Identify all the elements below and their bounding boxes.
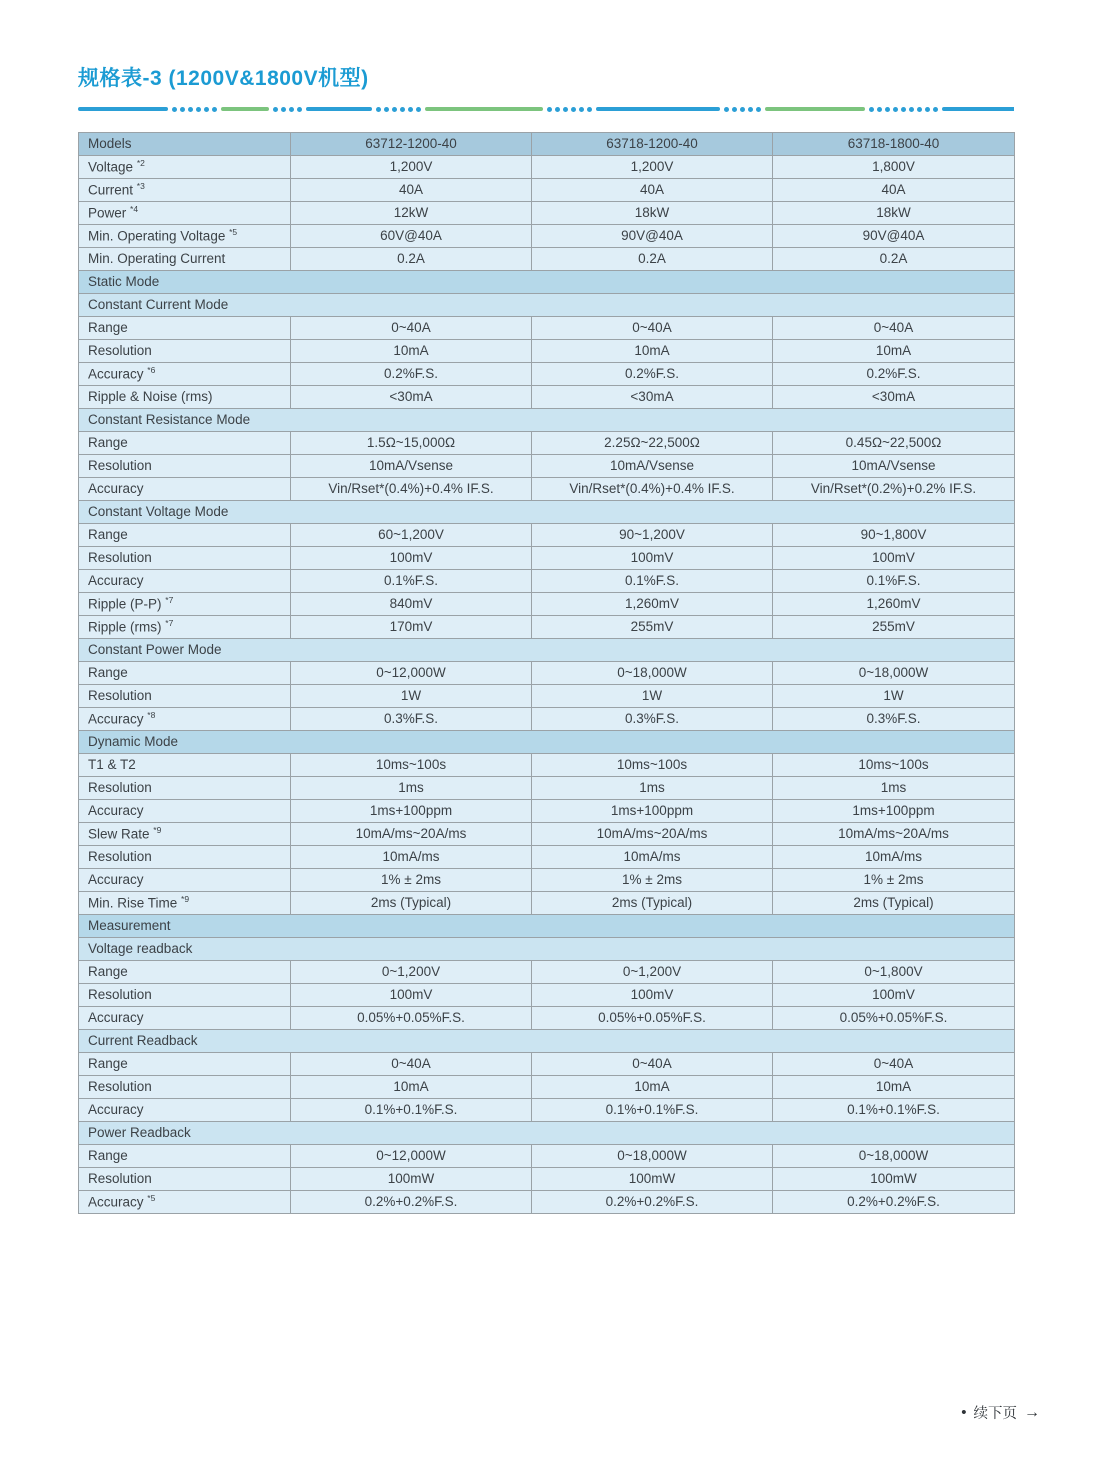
spec-value: 10ms~100s [291, 754, 532, 777]
spec-value: <30mA [291, 386, 532, 409]
spec-value: <30mA [773, 386, 1015, 409]
divider-dot [555, 107, 560, 112]
subsection-label: Constant Power Mode [79, 639, 1015, 662]
row-label: Accuracy $^{*5}$ [79, 1191, 291, 1214]
row-label: Accuracy $^{*6}$ [79, 363, 291, 386]
divider-dot [289, 107, 294, 112]
row-label: Min. Rise Time $^{*9}$ [79, 892, 291, 915]
spec-value: 0.05%+0.05%F.S. [532, 1007, 773, 1030]
spec-row [79, 317, 1015, 340]
row-label: Slew Rate $^{*9}$ [79, 823, 291, 846]
divider-dot [724, 107, 729, 112]
divider-dot [188, 107, 193, 112]
spec-row [79, 570, 1015, 593]
row-label: Min. Operating Voltage $^{*5}$ [79, 225, 291, 248]
subsection-header-row [79, 639, 1015, 662]
divider-dot [885, 107, 890, 112]
spec-value: Vin/Rset*(0.4%)+0.4% IF.S. [291, 478, 532, 501]
spec-value: 1% ± 2ms [532, 869, 773, 892]
spec-value: 170mV [291, 616, 532, 639]
continue-label: 续下页 [973, 1406, 1017, 1422]
spec-value: 60~1,200V [291, 524, 532, 547]
divider-dot [547, 107, 552, 112]
spec-value: 0~12,000W [291, 662, 532, 685]
spec-value: 100mW [773, 1168, 1015, 1191]
section-header-row [79, 271, 1015, 294]
divider-dots [273, 107, 302, 112]
spec-row [79, 708, 1015, 731]
row-label: Range [79, 524, 291, 547]
divider-dot [281, 107, 286, 112]
spec-value: 0.2%F.S. [773, 363, 1015, 386]
spec-value: 255mV [532, 616, 773, 639]
spec-value: 1,260mV [532, 593, 773, 616]
spec-row [79, 777, 1015, 800]
spec-value: 12kW [291, 202, 532, 225]
spec-value: 0.1%F.S. [291, 570, 532, 593]
divider-dot [732, 107, 737, 112]
spec-row [79, 869, 1015, 892]
divider-bar [306, 107, 372, 111]
bullet-icon: • [961, 1404, 967, 1421]
row-label: Resolution [79, 455, 291, 478]
divider-dot [909, 107, 914, 112]
subsection-label: Voltage readback [79, 938, 1015, 961]
spec-value: Vin/Rset*(0.4%)+0.4% IF.S. [532, 478, 773, 501]
spec-row [79, 892, 1015, 915]
spec-value: 1ms [532, 777, 773, 800]
spec-value: 0.3%F.S. [291, 708, 532, 731]
spec-value: 100mV [532, 984, 773, 1007]
divider-dot [917, 107, 922, 112]
row-label: Accuracy [79, 869, 291, 892]
divider-dot [901, 107, 906, 112]
spec-value: 1W [291, 685, 532, 708]
row-label: Voltage $^{*2}$ [79, 156, 291, 179]
spec-value: 0.1%+0.1%F.S. [773, 1099, 1015, 1122]
spec-value: 90~1,200V [532, 524, 773, 547]
footnote-marker: *7 [165, 617, 174, 628]
spec-value: 0.05%+0.05%F.S. [291, 1007, 532, 1030]
divider-bar [221, 107, 269, 111]
spec-value: 100mV [773, 547, 1015, 570]
spec-value: 60V@40A [291, 225, 532, 248]
spec-row [79, 524, 1015, 547]
spec-value: 100mW [532, 1168, 773, 1191]
divider-dots [172, 107, 217, 112]
row-label: Accuracy $^{*8}$ [79, 708, 291, 731]
footnote-marker: *3 [136, 180, 145, 191]
subsection-label: Power Readback [79, 1122, 1015, 1145]
footnote-marker: *5 [229, 226, 238, 237]
spec-value: 0~40A [532, 1053, 773, 1076]
section-header-row [79, 731, 1015, 754]
spec-value: 1% ± 2ms [291, 869, 532, 892]
spec-value: 100mW [291, 1168, 532, 1191]
row-label: Accuracy [79, 570, 291, 593]
row-label: Models [79, 133, 291, 156]
divider-dot [376, 107, 381, 112]
spec-value: 10mA/ms [291, 846, 532, 869]
divider-bar [78, 107, 168, 111]
spec-value: 2.25Ω~22,500Ω [532, 432, 773, 455]
spec-value: 0~18,000W [532, 662, 773, 685]
spec-value: 100mV [291, 984, 532, 1007]
spec-row [79, 478, 1015, 501]
spec-row [79, 248, 1015, 271]
spec-value: 90V@40A [532, 225, 773, 248]
divider-dots [724, 107, 761, 112]
divider-bar [765, 107, 865, 111]
spec-row [79, 156, 1015, 179]
subsection-label: Current Readback [79, 1030, 1015, 1053]
spec-value: 0~18,000W [532, 1145, 773, 1168]
row-label: Accuracy [79, 1007, 291, 1030]
spec-value: 1ms+100ppm [291, 800, 532, 823]
spec-value: 40A [291, 179, 532, 202]
spec-value: 0.2A [532, 248, 773, 271]
divider-dot [400, 107, 405, 112]
spec-value: 0.45Ω~22,500Ω [773, 432, 1015, 455]
divider-dots [547, 107, 592, 112]
row-label: Resolution [79, 340, 291, 363]
spec-value: 0~18,000W [773, 1145, 1015, 1168]
spec-value: 10mA/ms~20A/ms [532, 823, 773, 846]
spec-value: 1,200V [291, 156, 532, 179]
divider-dot [212, 107, 217, 112]
spec-value: 100mV [291, 547, 532, 570]
spec-row [79, 340, 1015, 363]
subsection-label: Constant Voltage Mode [79, 501, 1015, 524]
section-label: Dynamic Mode [79, 731, 1015, 754]
row-label: Resolution [79, 1076, 291, 1099]
footnote-marker: *9 [153, 824, 162, 835]
spec-value: 10ms~100s [773, 754, 1015, 777]
divider-dots [869, 107, 938, 112]
section-header-row [79, 915, 1015, 938]
spec-value: 40A [773, 179, 1015, 202]
spec-row [79, 846, 1015, 869]
divider-dot [893, 107, 898, 112]
spec-value: 10mA [532, 340, 773, 363]
divider-dot [933, 107, 938, 112]
spec-value: 0.2%+0.2%F.S. [291, 1191, 532, 1214]
divider-dot [925, 107, 930, 112]
spec-value: 10mA [773, 1076, 1015, 1099]
divider-dot [587, 107, 592, 112]
divider-dot [563, 107, 568, 112]
spec-value: 0~1,200V [532, 961, 773, 984]
divider-bar [596, 107, 720, 111]
divider-bar [942, 107, 1014, 111]
arrow-right-icon: → [1024, 1403, 1040, 1421]
spec-value: 10ms~100s [532, 754, 773, 777]
spec-row [79, 754, 1015, 777]
divider-dot [877, 107, 882, 112]
row-label: Ripple & Noise (rms) [79, 386, 291, 409]
spec-value: 0.1%F.S. [532, 570, 773, 593]
model-number: 63718-1200-40 [532, 133, 773, 156]
divider-dot [180, 107, 185, 112]
spec-value: 2ms (Typical) [773, 892, 1015, 915]
row-label: Resolution [79, 777, 291, 800]
divider-dot [196, 107, 201, 112]
subsection-header-row [79, 938, 1015, 961]
spec-value: 840mV [291, 593, 532, 616]
spec-value: 1ms+100ppm [532, 800, 773, 823]
models-header-row [79, 133, 1015, 156]
spec-value: 0.2A [773, 248, 1015, 271]
row-label: Min. Operating Current [79, 248, 291, 271]
spec-row [79, 1168, 1015, 1191]
row-label: Ripple (rms) $^{*7}$ [79, 616, 291, 639]
spec-row [79, 1099, 1015, 1122]
spec-value: 40A [532, 179, 773, 202]
divider-dot [384, 107, 389, 112]
spec-value: 0~40A [773, 317, 1015, 340]
spec-row [79, 363, 1015, 386]
spec-value: <30mA [532, 386, 773, 409]
spec-row [79, 984, 1015, 1007]
spec-value: 10mA/ms~20A/ms [773, 823, 1015, 846]
divider-dot [869, 107, 874, 112]
spec-row [79, 685, 1015, 708]
spec-value: 1W [532, 685, 773, 708]
row-label: Range [79, 432, 291, 455]
spec-value: 10mA [291, 340, 532, 363]
row-label: Resolution [79, 685, 291, 708]
spec-value: 0.2%+0.2%F.S. [532, 1191, 773, 1214]
spec-row [79, 1145, 1015, 1168]
divider-dot [416, 107, 421, 112]
divider-dot [579, 107, 584, 112]
footnote-marker: *6 [147, 364, 156, 375]
spec-row [79, 547, 1015, 570]
spec-value: 90~1,800V [773, 524, 1015, 547]
spec-value: 0.2A [291, 248, 532, 271]
spec-value: 0.3%F.S. [773, 708, 1015, 731]
spec-value: 0~12,000W [291, 1145, 532, 1168]
divider-dot [748, 107, 753, 112]
spec-value: 1,800V [773, 156, 1015, 179]
spec-row [79, 662, 1015, 685]
spec-value: 18kW [532, 202, 773, 225]
spec-value: 10mA [532, 1076, 773, 1099]
divider-dots [376, 107, 421, 112]
row-label: Accuracy [79, 478, 291, 501]
divider-dot [756, 107, 761, 112]
divider-dot [392, 107, 397, 112]
spec-value: 255mV [773, 616, 1015, 639]
page-title: 规格表-3 (1200V&1800V机型) [78, 67, 369, 90]
spec-row [79, 386, 1015, 409]
footnote-marker: *8 [147, 709, 156, 720]
section-label: Measurement [79, 915, 1015, 938]
divider-dot [408, 107, 413, 112]
spec-row [79, 1053, 1015, 1076]
spec-value: 0~40A [291, 1053, 532, 1076]
spec-value: 0~1,200V [291, 961, 532, 984]
subsection-label: Constant Resistance Mode [79, 409, 1015, 432]
model-number: 63712-1200-40 [291, 133, 532, 156]
spec-value: 1W [773, 685, 1015, 708]
footnote-marker: *7 [165, 594, 174, 605]
row-label: Ripple (P-P) $^{*7}$ [79, 593, 291, 616]
spec-value: 0.1%+0.1%F.S. [532, 1099, 773, 1122]
spec-value: 1% ± 2ms [773, 869, 1015, 892]
spec-value: 18kW [773, 202, 1015, 225]
spec-value: 10mA/Vsense [532, 455, 773, 478]
spec-row [79, 961, 1015, 984]
spec-value: 1,200V [532, 156, 773, 179]
spec-row [79, 800, 1015, 823]
row-label: Accuracy [79, 1099, 291, 1122]
spec-value: 0.2%F.S. [291, 363, 532, 386]
subsection-header-row [79, 409, 1015, 432]
footnote-marker: *5 [147, 1192, 156, 1203]
spec-value: 2ms (Typical) [291, 892, 532, 915]
spec-value: 0.2%+0.2%F.S. [773, 1191, 1015, 1214]
spec-value: 100mV [773, 984, 1015, 1007]
decorative-divider [78, 105, 1014, 113]
spec-value: 0.05%+0.05%F.S. [773, 1007, 1015, 1030]
spec-row [79, 1191, 1015, 1214]
spec-row [79, 593, 1015, 616]
row-label: Current $^{*3}$ [79, 179, 291, 202]
row-label: T1 & T2 [79, 754, 291, 777]
spec-value: 0~40A [291, 317, 532, 340]
spec-value: 10mA [291, 1076, 532, 1099]
row-label: Resolution [79, 547, 291, 570]
subsection-header-row [79, 1122, 1015, 1145]
spec-value: 10mA/Vsense [291, 455, 532, 478]
row-label: Range [79, 662, 291, 685]
spec-value: 0.1%+0.1%F.S. [291, 1099, 532, 1122]
continue-next-page-note [961, 1402, 1040, 1423]
row-label: Resolution [79, 846, 291, 869]
spec-value: 0.3%F.S. [532, 708, 773, 731]
row-label: Range [79, 317, 291, 340]
spec-row [79, 432, 1015, 455]
divider-dot [172, 107, 177, 112]
divider-dot [740, 107, 745, 112]
row-label: Range [79, 1145, 291, 1168]
spec-value: 2ms (Typical) [532, 892, 773, 915]
spec-row [79, 455, 1015, 478]
footnote-marker: *9 [181, 893, 190, 904]
spec-value: 1ms+100ppm [773, 800, 1015, 823]
row-label: Power $^{*4}$ [79, 202, 291, 225]
divider-bar [425, 107, 543, 111]
subsection-header-row [79, 1030, 1015, 1053]
spec-row [79, 225, 1015, 248]
spec-table [78, 132, 1015, 1214]
spec-value: 0.2%F.S. [532, 363, 773, 386]
divider-dot [571, 107, 576, 112]
spec-value: 0~1,800V [773, 961, 1015, 984]
spec-value: 10mA/ms [773, 846, 1015, 869]
spec-value: 1.5Ω~15,000Ω [291, 432, 532, 455]
spec-row [79, 1007, 1015, 1030]
divider-dot [204, 107, 209, 112]
spec-value: 0~40A [773, 1053, 1015, 1076]
row-label: Range [79, 1053, 291, 1076]
subsection-label: Constant Current Mode [79, 294, 1015, 317]
spec-value: 90V@40A [773, 225, 1015, 248]
spec-row [79, 179, 1015, 202]
spec-value: 0~18,000W [773, 662, 1015, 685]
subsection-header-row [79, 294, 1015, 317]
spec-value: 10mA/Vsense [773, 455, 1015, 478]
spec-value: 10mA/ms~20A/ms [291, 823, 532, 846]
spec-value: 100mV [532, 547, 773, 570]
row-label: Resolution [79, 984, 291, 1007]
spec-row [79, 202, 1015, 225]
spec-value: 0~40A [532, 317, 773, 340]
spec-value: 10mA/ms [532, 846, 773, 869]
row-label: Resolution [79, 1168, 291, 1191]
spec-value: 1,260mV [773, 593, 1015, 616]
spec-value: Vin/Rset*(0.2%)+0.2% IF.S. [773, 478, 1015, 501]
spec-row [79, 823, 1015, 846]
model-number: 63718-1800-40 [773, 133, 1015, 156]
spec-value: 1ms [773, 777, 1015, 800]
spec-value: 0.1%F.S. [773, 570, 1015, 593]
spec-value: 10mA [773, 340, 1015, 363]
footnote-marker: *4 [130, 203, 139, 214]
footnote-marker: *2 [136, 157, 145, 168]
spec-value: 1ms [291, 777, 532, 800]
section-label: Static Mode [79, 271, 1015, 294]
subsection-header-row [79, 501, 1015, 524]
divider-dot [297, 107, 302, 112]
row-label: Range [79, 961, 291, 984]
spec-row [79, 616, 1015, 639]
row-label: Accuracy [79, 800, 291, 823]
spec-row [79, 1076, 1015, 1099]
divider-dot [273, 107, 278, 112]
